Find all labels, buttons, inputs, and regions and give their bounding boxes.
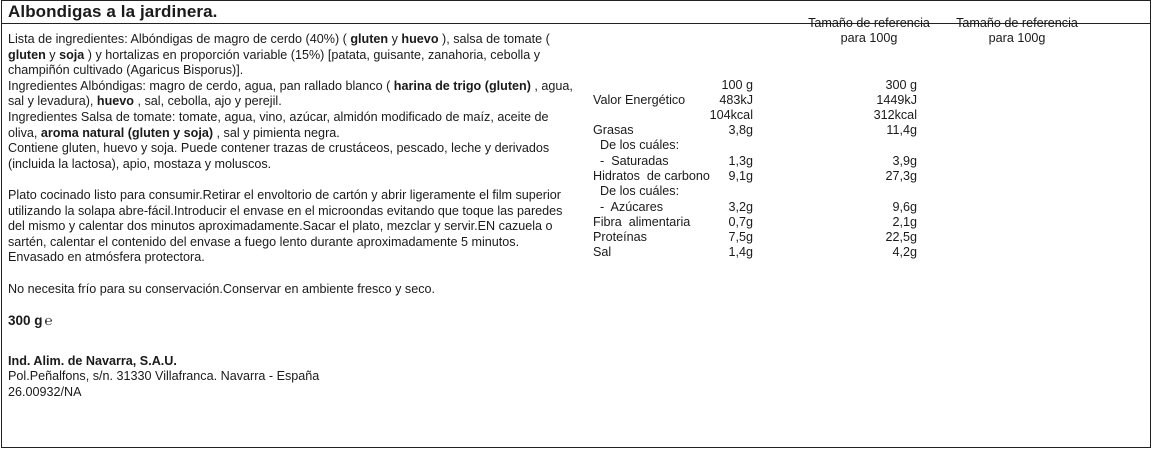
nutrition-row-label: De los cuáles: xyxy=(593,138,680,153)
nutrition-value-300g: 2,1g xyxy=(892,214,917,229)
storage-instructions: No necesita frío para su conservación.Conservar en ambiente fresco y seco. xyxy=(8,281,436,296)
nutrition-value-300g: 3,9g xyxy=(892,153,917,168)
ingredient-text: Ingredientes Salsa de tomate: tomate, agua, vino, azúcar, almidón modificado de maíz, aceite de oliva, xyxy=(8,109,549,140)
allergens-statement: Contiene gluten, huevo y soja. Puede contener trazas de crustáceos, pescado, leche y derivados (incluida la lactosa), apio, mostaza y moluscos. xyxy=(8,141,550,171)
nutrition-row-label: - Azúcares xyxy=(593,199,663,214)
net-quantity xyxy=(8,313,578,329)
nutrition-value-300g: 4,2g xyxy=(892,245,917,260)
nutrition-value-100g: 7,5g xyxy=(728,230,753,245)
energy-kj-100g: 483kJ xyxy=(719,93,753,107)
nutrition-col2-quantity: 300 g xyxy=(885,78,917,92)
nutrition-col1-header: Tamaño de referencia para 100g xyxy=(808,16,930,46)
nutrition-value-300g: 9,6g xyxy=(892,199,917,214)
nutrition-row-label: - Saturadas xyxy=(593,153,669,168)
nutrition-col2-header: Tamaño de referencia para 100g xyxy=(956,16,1078,46)
nutrition-value-100g: 3,8g xyxy=(728,123,753,137)
nutrition-energy-label: Valor Energético xyxy=(593,93,686,107)
energy-kcal-300g: 312kcal xyxy=(873,108,917,122)
packaging-note: Envasado en atmósfera protectora. xyxy=(8,250,205,265)
nutrition-table xyxy=(593,78,1043,268)
ingredient-text: , agua, sal y levadura), xyxy=(8,78,573,109)
label-frame xyxy=(1,0,1151,448)
manufacturer-name: Ind. Alim. de Navarra, S.A.U. xyxy=(8,353,177,368)
nutrition-value-100g: 1,3g xyxy=(728,153,753,168)
nutrition-value-300g: 11,4g xyxy=(886,123,917,137)
ingredients-list xyxy=(8,32,578,79)
ingredient-text: y xyxy=(388,32,402,46)
energy-kj-300g: 1449kJ xyxy=(876,93,917,107)
ingredient-text: Lista de ingredientes: Albóndigas de magro de cerdo (40%) ( xyxy=(8,32,351,46)
energy-kcal-100g: 104kcal xyxy=(709,108,753,122)
allergen-highlight: aroma natural (gluten y soja) xyxy=(40,125,214,140)
ingredient-text: Ingredientes Albóndigas: magro de cerdo, agua, pan rallado blanco ( xyxy=(8,78,394,93)
nutrition-value-100g: 9,1g xyxy=(728,168,753,183)
manufacturer-address: Pol.Peñalfons, s/n. 31330 Villafranca. Navarra - España xyxy=(8,369,320,384)
ingredient-text: ), salsa de tomate ( xyxy=(438,32,550,46)
allergen-highlight: gluten xyxy=(8,47,46,62)
ingredient-text: y xyxy=(45,47,60,62)
net-quantity-value: 300 g xyxy=(8,312,43,328)
nutrition-row-label: Fibra alimentaria xyxy=(593,214,691,229)
nutrition-col1-quantity: 100 g xyxy=(721,78,753,92)
nutrition-row-label: Sal xyxy=(593,245,612,260)
allergen-highlight: huevo xyxy=(401,32,439,46)
nutrition-value-100g: 3,2g xyxy=(728,199,753,214)
nutrition-value-300g: 27,3g xyxy=(885,168,917,183)
allergen-highlight: huevo xyxy=(96,94,134,109)
product-title: Albondigas a la jardinera. xyxy=(8,2,218,21)
allergen-highlight: gluten xyxy=(350,32,389,46)
allergen-highlight: soja xyxy=(59,47,85,62)
nutrition-value-100g: 1,4g xyxy=(728,245,753,260)
ingredients-salsa xyxy=(8,110,578,141)
nutrition-row-label: Hidratos de carbono xyxy=(593,168,710,183)
nutrition-value-300g: 22,5g xyxy=(885,230,917,245)
ingredients-albondigas xyxy=(8,79,578,110)
nutrition-row-label: De los cuáles: xyxy=(593,184,680,199)
label-text-column xyxy=(8,32,578,401)
estimated-sign-icon: ℮ xyxy=(44,312,53,328)
nutrition-row-label: Grasas xyxy=(593,123,634,137)
nutrition-row-label: Proteínas xyxy=(593,230,647,245)
nutrition-value-100g: 0,7g xyxy=(728,214,753,229)
ingredient-text: ) y hortalizas en proporción variable (15%) [patata, guisante, zanahoria, cebolla y champiñón cultivado (Agaricus Bisporus)]. xyxy=(8,47,541,78)
preparation-instructions: Plato cocinado listo para consumir.Retirar el envoltorio de cartón y abrir ligeramente el film superior utilizando la solapa abre-fácil.Introducir el envase en el microondas evitando que toque las paredes del mismo y calentar dos minutos aproximadamente.Sacar el plato, mezclar y servir.EN cazuela o sartén, calentar el contenido del envase a fuego lento durante aproximadamente 5 minutos. xyxy=(8,187,563,249)
ingredient-text: , sal y pimienta negra. xyxy=(213,125,340,140)
allergen-highlight: harina de trigo (gluten) xyxy=(393,78,531,93)
sanitary-registry: 26.00932/NA xyxy=(8,385,82,400)
ingredient-text: , sal, cebolla, ajo y perejil. xyxy=(134,94,282,109)
